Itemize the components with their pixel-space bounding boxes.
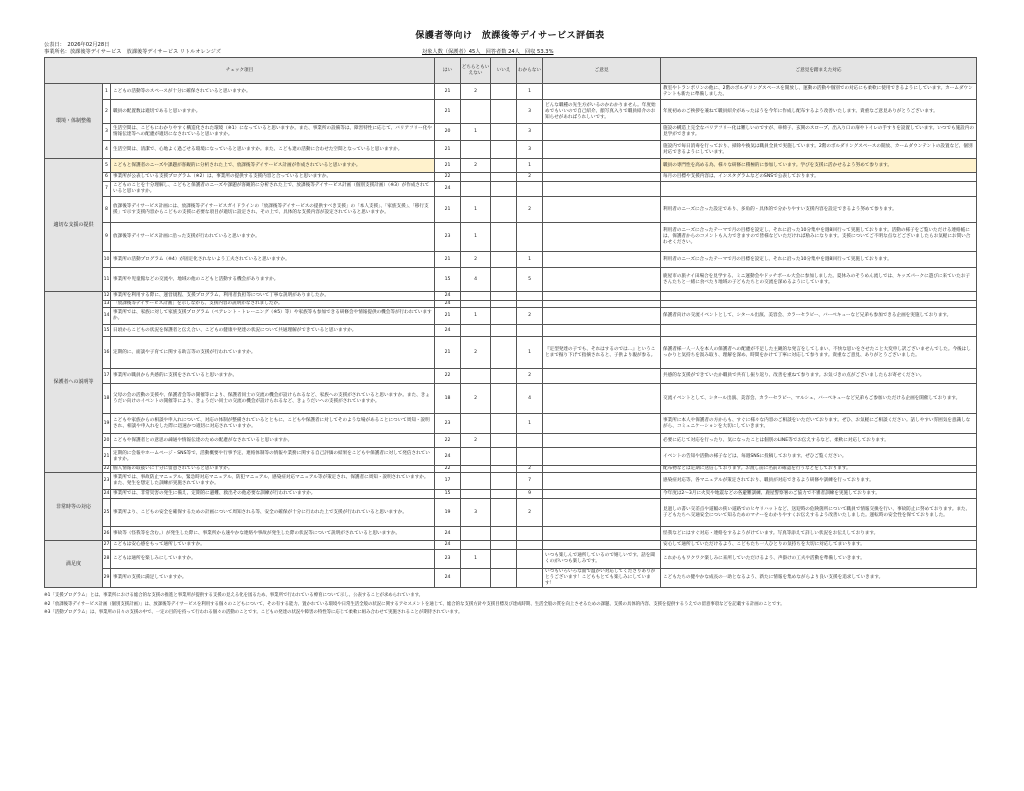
response-cell: 事業所に本人や保護者の方からも、すぐに様々な内容のご相談をいただいております。ぜひ、お気軽にご相談ください。話しやすい雰囲気を意識しながら、コミュニケーションを大切にしていきます。 [661,414,977,434]
row-number: 18 [103,384,111,414]
count-yes: 24 [435,182,461,197]
response-cell: 教室やトランポリンの他に、2階のボルダリングスペースを開放し、運動の活動や個別での対応にも柔軟に使用できるようにしています。カームダウンテントも新たに準備しました。 [661,84,977,100]
opinion-cell [543,325,661,337]
opinion-cell: いつも楽しんで通所しているので嬉しいです。話を聞くのがいつも楽しみです。 [543,550,661,569]
opinion-cell [543,84,661,100]
count-no [491,414,517,434]
count-no [491,268,517,292]
count-neither: 2 [461,434,491,448]
header-yes: はい [435,58,461,84]
count-neither: 2 [461,84,491,100]
count-no [491,252,517,268]
table-row [45,527,977,541]
count-yes: 24 [435,325,461,337]
opinion-cell [543,182,661,197]
count-unknown [517,448,543,466]
response-cell: 年度初めのご挨拶を兼ねて職員紹介があったほうを今年に作成し配布するよう改善いたします。貴重なご意見ありがとうございます。 [661,100,977,124]
count-neither [461,173,491,182]
count-yes: 21 [435,337,461,369]
count-yes: 22 [435,466,461,473]
table-row [45,414,977,434]
category-cell: 環境・体制整備 [45,84,103,159]
category-cell: 非常時等の対応 [45,473,103,541]
table-row [45,384,977,414]
count-unknown [517,527,543,541]
check-item: 生活空間は、清潔で、心地よく過ごせる環境になっていると思いますか。また、こども達の活動に合わせた空間となっていると思いますか。 [111,141,435,159]
header-unknown: わからない [517,58,543,84]
meta-date-row [44,42,976,49]
row-number: 29 [103,569,111,588]
count-no [491,173,517,182]
check-item: 個人情報の取扱いに十分に留意されていると思いますか。 [111,466,435,473]
check-item: こどものことを十分理解し、こどもと保護者のニーズや課題が客観的に分析された上で、放課後等デイサービス計画（個別支援計画）（※3）が作成されていると思いますか。 [111,182,435,197]
table-row [45,308,977,325]
response-cell: 交流イベントとして、シタール出演、美容会、カラーセラピー、マルシェ、バーベキューなど兄弟もご参加いただける企画を開催しております。 [661,384,977,414]
response-cell: 安心して通所していただけるよう、こどもたち一人ひとりの気持ちを大切に対応してまいります。 [661,541,977,550]
opinion-cell [543,223,661,252]
header-neither: どちらともいえない [461,58,491,84]
response-cell [661,182,977,197]
row-number: 25 [103,499,111,527]
check-item: こどもの活動等のスペースが十分に確保されていると思いますか。 [111,84,435,100]
check-item: 事業所では、家族に対して家族支援プログラム（ペアレント・トレーニング（※5）等）や家族等も参加できる研修会や情報提供の機会等が行われていますか。 [111,308,435,325]
check-item: 事業所より、こどもの安全を確保するための計画について周知される等、安全の確保が十分に行われた上で支援が行われていると思いますか。 [111,499,435,527]
row-number: 27 [103,541,111,550]
check-item: 事業所の活動プログラム（※4）が固定化されないよう工夫されていると思いますか。 [111,252,435,268]
office-name: 事業所名：放課後等デイサービス 放課後等デイサービス リトルオレンジズ [44,49,221,55]
response-cell: これからもワクワク楽しみに来所していただけるよう、声掛けの工夫や活動を準備していきます。 [661,550,977,569]
count-neither: 2 [461,159,491,173]
response-cell: 職員の専門性を高める為、様々な研修に積極的に参加しています。学びを支援に活かせるよう努めて参ります。 [661,159,977,173]
count-neither: 2 [461,337,491,369]
opinion-cell [543,499,661,527]
row-number: 12 [103,292,111,301]
row-number: 19 [103,414,111,434]
count-unknown [517,541,543,550]
evaluation-sheet [44,30,976,618]
table-row [45,301,977,308]
table-row [45,252,977,268]
count-yes: 17 [435,473,461,490]
count-neither [461,466,491,473]
count-yes: 21 [435,159,461,173]
count-unknown: 9 [517,490,543,499]
check-item: こどもや保護者との意思の疎通や情報伝達のための配慮がなされていると思いますか。 [111,434,435,448]
check-item: 事業所を利用する際に、運営規程、支援プログラム、利用者負担等について丁寧な説明がありましたか。 [111,292,435,301]
count-neither [461,369,491,384]
table-row [45,84,977,100]
count-yes: 24 [435,292,461,301]
count-unknown [517,223,543,252]
count-no [491,384,517,414]
count-no [491,490,517,499]
count-neither [461,569,491,588]
count-yes: 15 [435,268,461,292]
row-number: 26 [103,527,111,541]
count-unknown: 7 [517,473,543,490]
opinion-cell [543,252,661,268]
opinion-cell [543,541,661,550]
count-yes: 23 [435,550,461,569]
check-item: 放課後等デイサービス計画に沿った支援が行われていると思いますか。 [111,223,435,252]
count-yes: 21 [435,308,461,325]
count-yes: 24 [435,301,461,308]
response-cell: 共感的な支援ができていたか職員で共有し振り返り、改善を重ねて参ります。お気づきの点がございましたらお寄せください。 [661,369,977,384]
check-item: 定期的に会報やホームページ・SNS等で、活動概要や行事予定、連絡体制等の情報や業務に関する自己評価の結果をこどもや保護者に対して発信されていますか。 [111,448,435,466]
opinion-cell [543,414,661,434]
opinion-cell [543,159,661,173]
table-row [45,369,977,384]
count-unknown: 3 [517,124,543,141]
count-neither [461,100,491,124]
count-yes: 23 [435,223,461,252]
count-unknown: 1 [517,252,543,268]
response-cell: 利用者のニーズに合ったテーマで月の目標を設定し、それに沿った10分集中を週8回行って実施しております。活動の様子をご覧いただける連絡帳には、保護者からのコメントも入力できますので皆様などいただければ励みになります。支援についてご不明な点などございましたらお気軽にお問い合わせください。 [661,223,977,252]
footnote-1: ※1「支援プログラム」とは、事業所における総合的な支援の推進と事業所が提供する支援の見える化を図るため、事業所で行われている療育について示し、公表することが求められています。 [44,593,424,598]
count-unknown [517,569,543,588]
check-item: 定期的に、面談や子育てに関する助言等の支援が行われていますか。 [111,337,435,369]
response-cell [661,325,977,337]
opinion-cell: どんな職種の先生方がいるのかわかりません。年度始めでもいいので自己紹介、顔写真入りで職員紹介のお知らせがあればうれしいです。 [543,100,661,124]
opinion-cell [543,197,661,223]
count-neither [461,527,491,541]
publish-date: 公表日： 2026年02月28日 [44,42,110,48]
footnote-3: ※3「活動プログラム」は、事業所の日々の支援の中で、一定の目的を持って行われる個々の活動のことです。こどもの発達の状況や障害の特性等に応じて柔軟に組み合わせて実施されることが期待されています。 [44,610,463,615]
table-row [45,550,977,569]
response-cell: 怪我などにはすぐ対応・連絡をするようがけています。写真等添えて詳しい状況をお伝えしております。 [661,527,977,541]
row-number: 5 [103,159,111,173]
row-number: 6 [103,173,111,182]
count-no [491,141,517,159]
count-unknown: 2 [517,308,543,325]
check-item: こどもや家族からの相談や申入れについて、対応の体制が整備されているとともに、こどもや保護者に対してそのような場があることについて周知・説明され、相談や申入れをした際に迅速かつ適切に対応されていますか。 [111,414,435,434]
count-no [491,434,517,448]
opinion-cell [543,173,661,182]
category-cell: 満足度 [45,541,103,588]
opinion-cell [543,141,661,159]
count-yes: 21 [435,84,461,100]
row-number: 23 [103,473,111,490]
check-item: 生活空間は、こどもにわかりやすく構造化された環境（※1）になっていると思いますか。また、事業所の設備等は、障害特性に応じて、バリアフリー化や情報伝達等への配慮が適切になされていると思いますか。 [111,124,435,141]
count-unknown: 5 [517,268,543,292]
response-cell: イベントの告知や活動の様子などは、毎週SNSに投稿しております。ぜひご覧ください。 [661,448,977,466]
opinion-cell [543,124,661,141]
check-item: こどもと保護者のニーズや課題が客観的に分析された上で、放課後等デイサービス計画が作成されていると思いますか。 [111,159,435,173]
count-neither: 1 [461,197,491,223]
opinion-cell [543,308,661,325]
count-no [491,301,517,308]
count-neither [461,141,491,159]
count-yes: 20 [435,124,461,141]
count-unknown: 2 [517,369,543,384]
row-number: 13 [103,301,110,306]
count-yes: 23 [435,414,461,434]
table-row [45,124,977,141]
count-unknown [517,182,543,197]
count-neither: 1 [461,124,491,141]
table-row [45,268,977,292]
response-cell [661,301,977,308]
response-cell: 施設内で毎日消毒を行っており、掃除や換気は職員全員で実施しています。2階のボルダリングスペースの開放、カームダウンテントの設置など、個別対応できるようにしています。 [661,141,977,159]
count-yes: 19 [435,499,461,527]
count-neither [461,301,491,308]
count-unknown: 1 [517,159,543,173]
count-no [491,448,517,466]
count-no [491,292,517,301]
count-yes: 21 [435,100,461,124]
opinion-cell [543,301,661,308]
response-cell: 必要に応じて対応を行ったり、気になったことは個別のLINE等でお伝えするなど、柔軟に対応しております。 [661,434,977,448]
check-item: 父母の会の活動の支援や、保護者会等の開催等により、保護者同士の交流の機会が設けられるなど、家族への支援がされていると思いますか。また、きょうだい向けのイベントの開催等により、きょうだい同士の交流の機会が設けられるなど、きょうだいへの支援がされていますか。 [111,384,435,414]
count-no [491,84,517,100]
table-row [45,337,977,369]
row-number: 8 [103,197,111,223]
count-no [491,473,517,490]
count-neither [461,414,491,434]
count-unknown: 2 [517,197,543,223]
row-number: 28 [103,550,111,569]
response-cell: 感染症対応等、各マニュアルが策定されており、職員が対応できるよう研修や訓練を行っております。 [661,473,977,490]
response-cell: 施設の構造上完全なバリアフリー化は難しいのですが、車椅子、玄関のスロープ、出入り口の扉やトイレの手すりを設置しています。いつでも施設内の見学ができます。 [661,124,977,141]
row-number: 4 [103,141,111,159]
count-yes: 24 [435,569,461,588]
count-unknown: 1 [517,414,543,434]
count-yes: 21 [435,141,461,159]
count-no [491,499,517,527]
count-unknown: 1 [517,84,543,100]
header-no: いいえ [491,58,517,84]
count-no [491,541,517,550]
footnote-2: ※2「放課後等デイサービス計画（個別支援計画）」は、放課後等デイサービスを利用する個々のこどもについて、その有する能力、置かれている環境や日常生活全般の状況に関するアセスメントを通じて、総合的な支援方針や支援目標及び達成時期、生活全般の質を向上させるための課題、支援の具体的内容、支援を提供するうえでの留意事項などを記載する計画のことです。 [44,601,785,607]
response-cell: 配布物などは定期に送信しております。お渡し前に名前の確認を行うなどをしております。 [661,466,977,473]
category-cell: 適切な支援の提供 [45,159,103,292]
opinion-cell [543,434,661,448]
opinion-cell: 『定型発達の子でも、それはするのでは…』ということまで掘り下げて指摘されると、子供より親が参る。 [543,337,661,369]
count-no [491,197,517,223]
row-number: 1 [103,84,111,100]
count-neither: 1 [461,308,491,325]
opinion-cell [543,384,661,414]
check-item: 放課後等デイサービス計画には、放課後等デイサービスガイドラインの「放課後等デイサービスの提供すべき支援」の「本人支援」、「家族支援」、「移行支援」で示す支援内容からこどもの支援に必要な項目が適切に設定され、その上で、具体的な支援内容が設定されていると思いますか。 [111,197,435,223]
header-response: ご意見を踏まえた対応 [661,58,977,84]
count-neither: 1 [461,223,491,252]
row-number: 24 [103,490,111,499]
count-no [491,182,517,197]
response-cell: 利用者のニーズに合ったテーマで月の目標を設定し、それに沿った10分集中を週8回行って実施しております。 [661,252,977,268]
count-yes: 15 [435,490,461,499]
table-body [45,84,977,588]
check-item: 職員の配置数は適切であると思いますか。 [111,100,435,124]
header-check-item: チェック項目 [45,58,435,84]
table-row [45,434,977,448]
count-unknown [517,434,543,448]
table-row [45,325,977,337]
check-item: 事業所では、非常災害の発生に備え、定期的に避難、救出その他必要な訓練が行われていますか。 [111,490,435,499]
table-row [45,448,977,466]
row-number: 20 [103,434,111,448]
row-number: 14 [103,308,111,325]
count-no [491,527,517,541]
table-row [45,141,977,159]
opinion-cell [543,466,661,473]
count-yes: 24 [435,448,461,466]
table-row [45,197,977,223]
respondent-counts: 対象人数（保護者）45人 回答者数 24人 回収 53.3% [422,49,554,55]
table-row [45,173,977,182]
check-item: 事業所では、事故防止マニュアル、緊急時対応マニュアル、防犯マニュアル、感染症対応マニュアル等が策定され、保護者に周知・説明されていますか。また、発生を想定した訓練が実施されていますか。 [111,473,435,490]
category-cell: 保護者への説明等 [45,292,103,473]
count-no [491,100,517,124]
table-row [45,159,977,173]
opinion-cell [543,527,661,541]
table-row [45,490,977,499]
opinion-cell [543,369,661,384]
count-neither [461,541,491,550]
count-neither: 2 [461,252,491,268]
table-row [45,182,977,197]
count-yes: 22 [435,434,461,448]
count-yes: 18 [435,384,461,414]
count-yes: 21 [435,197,461,223]
count-no [491,308,517,325]
table-row [45,466,977,473]
count-unknown [517,292,543,301]
row-number: 11 [103,268,111,292]
count-unknown [517,550,543,569]
count-no [491,569,517,588]
opinion-cell: いつもいろいろな面で温かい対応してくださりありがとうございます！こどももとても楽しみにしています！ [543,569,661,588]
count-no [491,337,517,369]
response-cell: 保護者様一人一人を本人の保護者への配慮が不足した主観的な発言をしてしまい、不快な思いをさせたこと大変申し訳ございませんでした。今後はしっかりと気持ちを汲み取り、理解を深め、時間をかけて丁寧に対応して参ります。貴重なご意見、ありがとうございました。 [661,337,977,369]
check-item: 「放課後等デイサービス計画」を示しながら、支援内容の説明がなされましたか。 [111,301,435,308]
header-opinion: ご意見 [543,58,661,84]
response-cell: 今年度は2〜3月に火災や地震などの各避難訓練、鹿屋警察署のご協力で不審者訓練を実施しております。 [661,490,977,499]
count-neither [461,292,491,301]
count-unknown: 4 [517,384,543,414]
count-unknown [517,301,543,308]
response-cell: 毎月の目標や支援内容は、インスタグラムなどのSNSで公表しております。 [661,173,977,182]
check-item: こどもは通所を楽しみにしていますか。 [111,550,435,569]
count-yes: 22 [435,369,461,384]
table-header-row [45,58,977,84]
count-no [491,369,517,384]
count-unknown: 2 [517,466,543,473]
count-neither: 4 [461,268,491,292]
count-yes: 24 [435,541,461,550]
check-item: 事業所が公表している支援プログラム（※2）は、事業所の提供する支援内容と合っていると思いますか。 [111,173,435,182]
row-number: 16 [103,337,111,369]
count-yes: 21 [435,252,461,268]
count-unknown: 1 [517,337,543,369]
check-item: 事故等（怪我等を含む。）が発生した際に、事業所から速やかな連絡や事故が発生した際の状況等について説明がされていると思いますか。 [111,527,435,541]
table-row [45,292,977,301]
row-number: 7 [103,182,111,197]
count-neither: 2 [461,384,491,414]
opinion-cell [543,268,661,292]
response-cell: 利用者のニーズに合った設定であり、多角的・具体的で分かりやすい支援内容を設定できるよう努めて参ります。 [661,197,977,223]
row-number: 3 [103,124,111,141]
row-number: 9 [103,223,111,252]
count-no [491,124,517,141]
count-no [491,466,517,473]
count-neither [461,490,491,499]
count-no [491,550,517,569]
response-cell: 見過しの書い交差点や道幅の狭い道路でのヒヤリハットなど、送迎時の危険箇所について職員で情報交換を行い、事故防止に努めております。また、子どもたちへ交通安全について知るためのマナーをわかりやすくお伝えするよう改善いたしました。運転時の安全性を保てておりました。 [661,499,977,527]
row-number: 10 [103,252,111,268]
response-cell [661,292,977,301]
count-neither [461,325,491,337]
footnotes [44,592,976,618]
row-number: 2 [103,100,111,124]
row-number: 21 [103,448,111,466]
row-number: 17 [103,369,111,384]
check-item: こどもは安心感をもって通所していますか。 [111,541,435,550]
row-number: 15 [103,325,111,337]
document-title: 保護者等向け 放課後等デイサービス評価表 [415,31,605,41]
response-cell: こどもたちの健やかな成長の一助となるよう、新たに情報を集めながらより良い支援を追求していきます。 [661,569,977,588]
count-unknown: 3 [517,141,543,159]
count-unknown: 3 [517,100,543,124]
opinion-cell [543,448,661,466]
check-item: 事業所や児童館などの交流や、地域の他のこどもと活動する機会がありますか。 [111,268,435,292]
table-row [45,473,977,490]
response-cell: 鹿屋市の旅ナイ田場合を見学する、ミニ運動会やドッチボール大会に参加しました。夏休みのそうめん流しでは、キッズパークに遊びに来ていたお子さんたちと一緒に食べたり地域の子どもたちとの交流を深めるようにしています。 [661,268,977,292]
count-yes: 24 [435,527,461,541]
count-neither [461,448,491,466]
count-neither: 3 [461,499,491,527]
check-item: 日頃からこどもの状況を保護者と伝え合い、こどもの健康や発達の状況について共通理解ができていると思いますか。 [111,325,435,337]
check-item: 事業所の職員から共感的に支援をされていると思いますか。 [111,369,435,384]
check-item: 事業所の支援に満足していますか。 [111,569,435,588]
count-unknown: 2 [517,173,543,182]
opinion-cell [543,473,661,490]
opinion-cell [543,292,661,301]
count-neither [461,473,491,490]
meta-office-row [44,49,976,56]
table-row [45,569,977,588]
table-row [45,499,977,527]
table-row [45,100,977,124]
count-yes: 22 [435,173,461,182]
count-neither: 1 [461,550,491,569]
opinion-cell [543,490,661,499]
count-no [491,325,517,337]
count-unknown [517,325,543,337]
table-row [45,541,977,550]
count-no [491,223,517,252]
evaluation-table [44,57,977,588]
row-number: 22 [103,466,110,471]
count-no [491,159,517,173]
count-unknown: 2 [517,499,543,527]
response-cell: 保護者向けの交流イベントとして、シタール出演、美容会、カラーセラピー、バーベキューなど兄弟も参加できる企画を実施しております。 [661,308,977,325]
count-neither [461,182,491,197]
table-row [45,223,977,252]
